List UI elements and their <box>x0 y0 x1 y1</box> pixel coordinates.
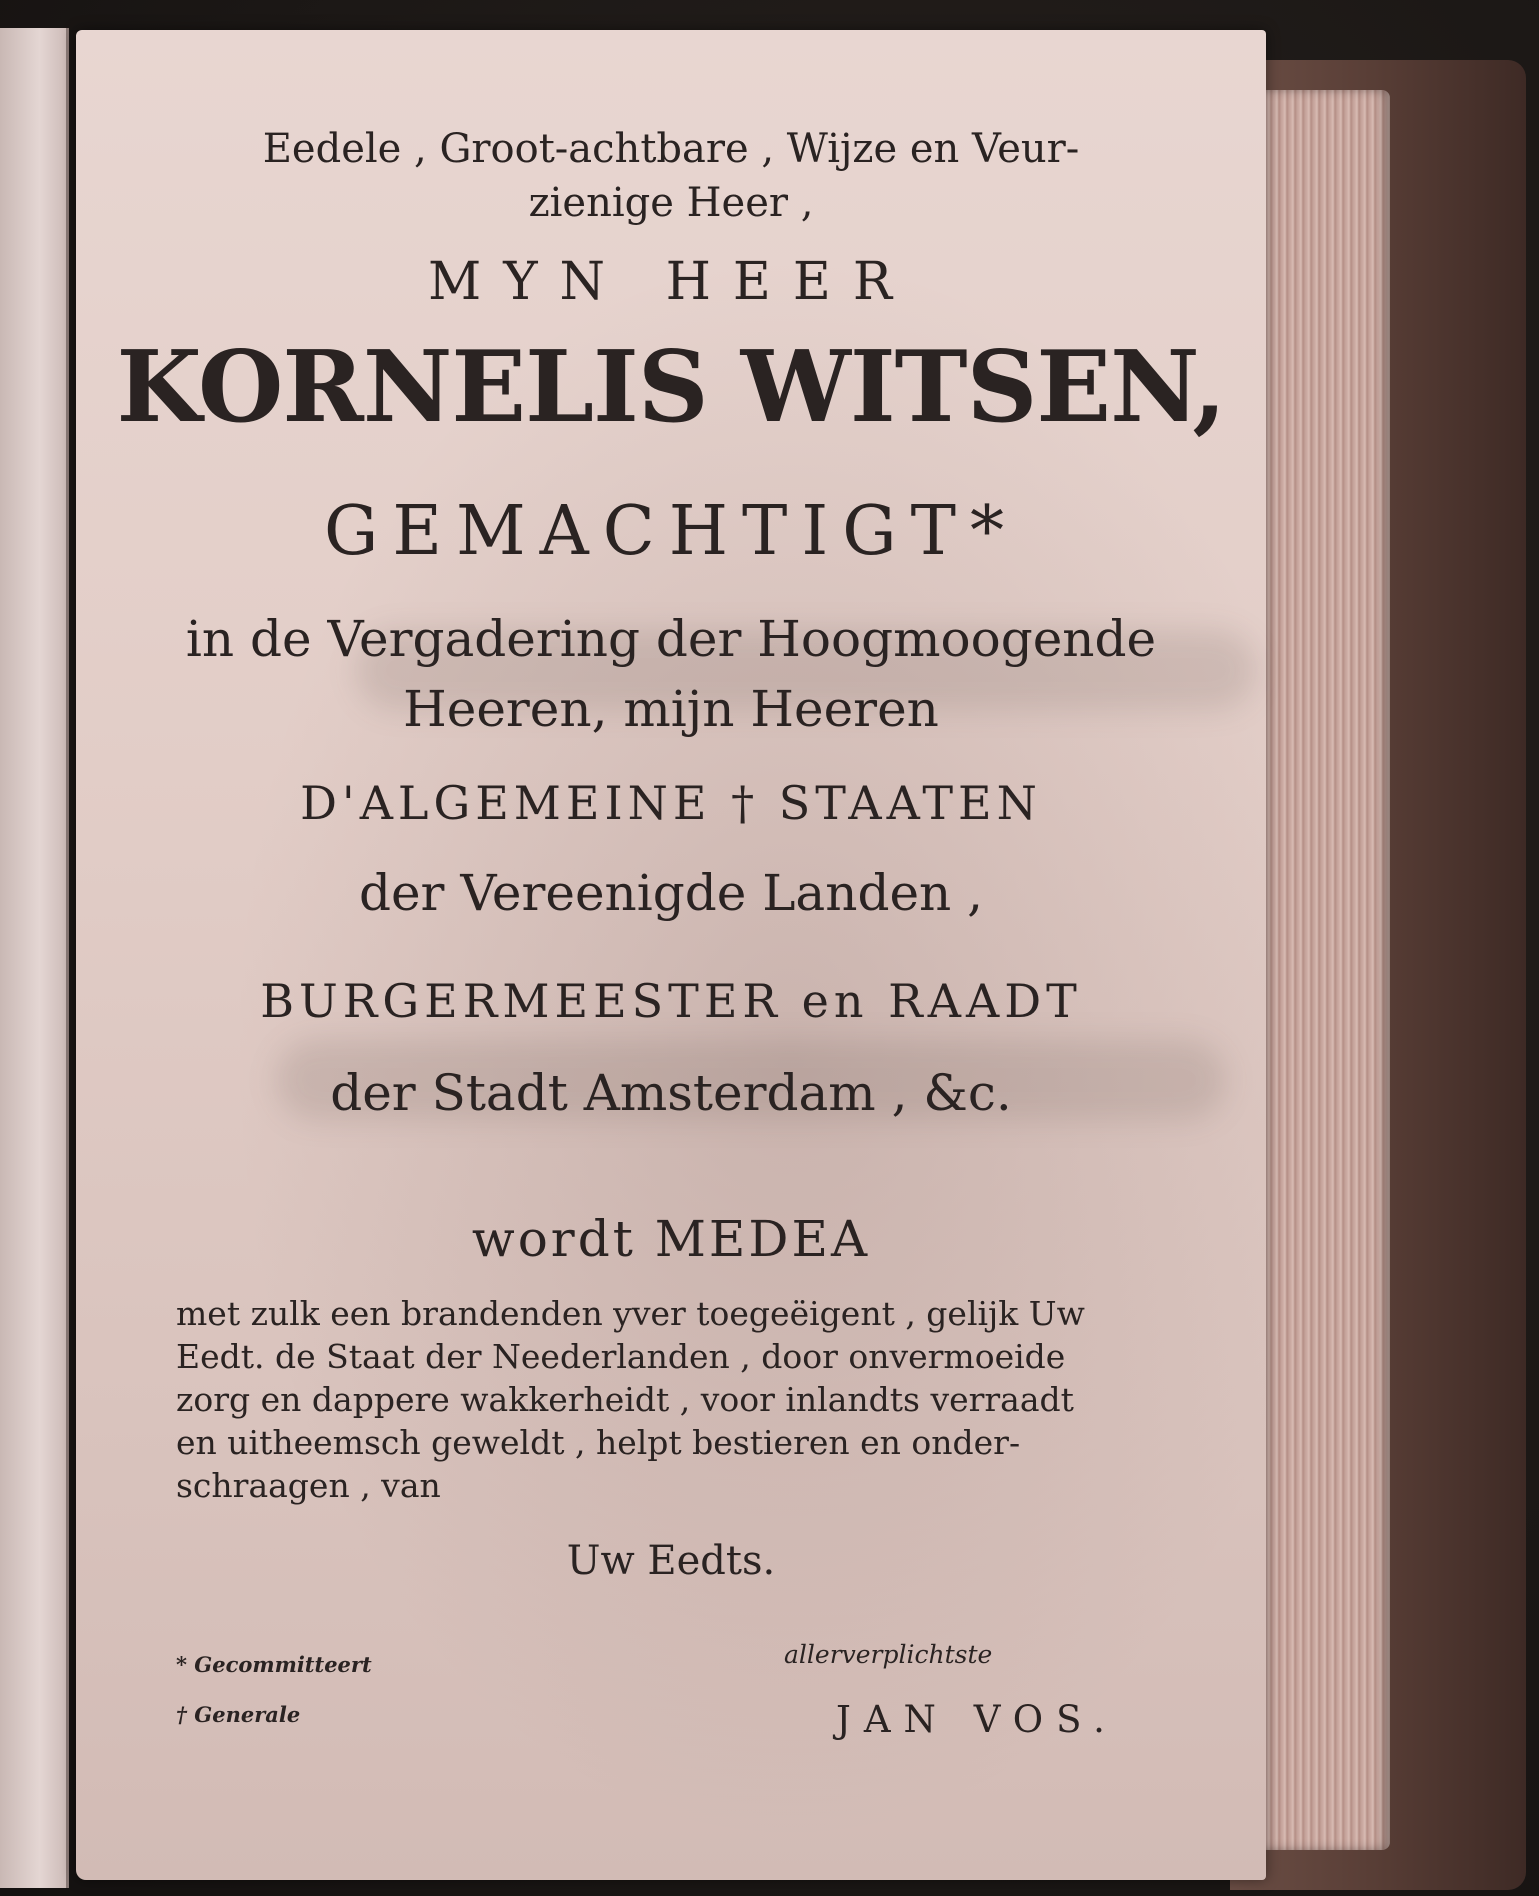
dedication-body <box>176 1292 1186 1507</box>
assembly-line-2: Heeren, mijn Heeren <box>403 680 939 738</box>
office-title: GEMACHTIGT* <box>324 492 1018 571</box>
mayor-line: BURGERMEESTER en RAADT <box>260 974 1082 1028</box>
salutation-line-2: zienige Heer , <box>528 180 814 226</box>
title-prefix: MYN HEER <box>427 252 915 312</box>
body-line: zorg en dappere wakkerheidt , voor inlandts verraadt <box>176 1380 1074 1419</box>
dedication-head: wordt MEDEA <box>471 1210 871 1268</box>
body-line: en uitheemsch geweldt , helpt bestieren en onder- <box>176 1423 1021 1462</box>
dedicatee-name: KORNELIS WITSEN, <box>116 330 1226 445</box>
left-page-edge <box>0 28 69 1888</box>
united-lands-line: der Vereenigde Landen , <box>358 864 984 922</box>
page-stack-edges <box>1250 90 1390 1850</box>
assembly-line-1: in de Vergadering der Hoogmoogende <box>185 610 1157 668</box>
city-line: der Stadt Amsterdam , &c. <box>330 1064 1012 1122</box>
address-line: Uw Eedts. <box>566 1538 776 1584</box>
salutation-line-1: Eedele , Groot-achtbare , Wijze en Veur- <box>262 126 1080 172</box>
signature: JAN VOS. <box>836 1698 1118 1741</box>
body-line: schraagen , van <box>176 1466 441 1505</box>
body-line: met zulk een brandenden yver toegeëigent , gelijk Uw <box>176 1294 1085 1333</box>
footnote-2: † Generale <box>176 1702 301 1727</box>
footnote-1: * Gecommitteert <box>176 1652 372 1677</box>
body-line: Eedt. de Staat der Neederlanden , door onvermoeide <box>176 1337 1066 1376</box>
closing-word: allerverplichtste <box>784 1640 993 1669</box>
states-line: D'ALGEMEINE † STAATEN <box>300 776 1042 830</box>
dedication-page <box>76 30 1266 1880</box>
